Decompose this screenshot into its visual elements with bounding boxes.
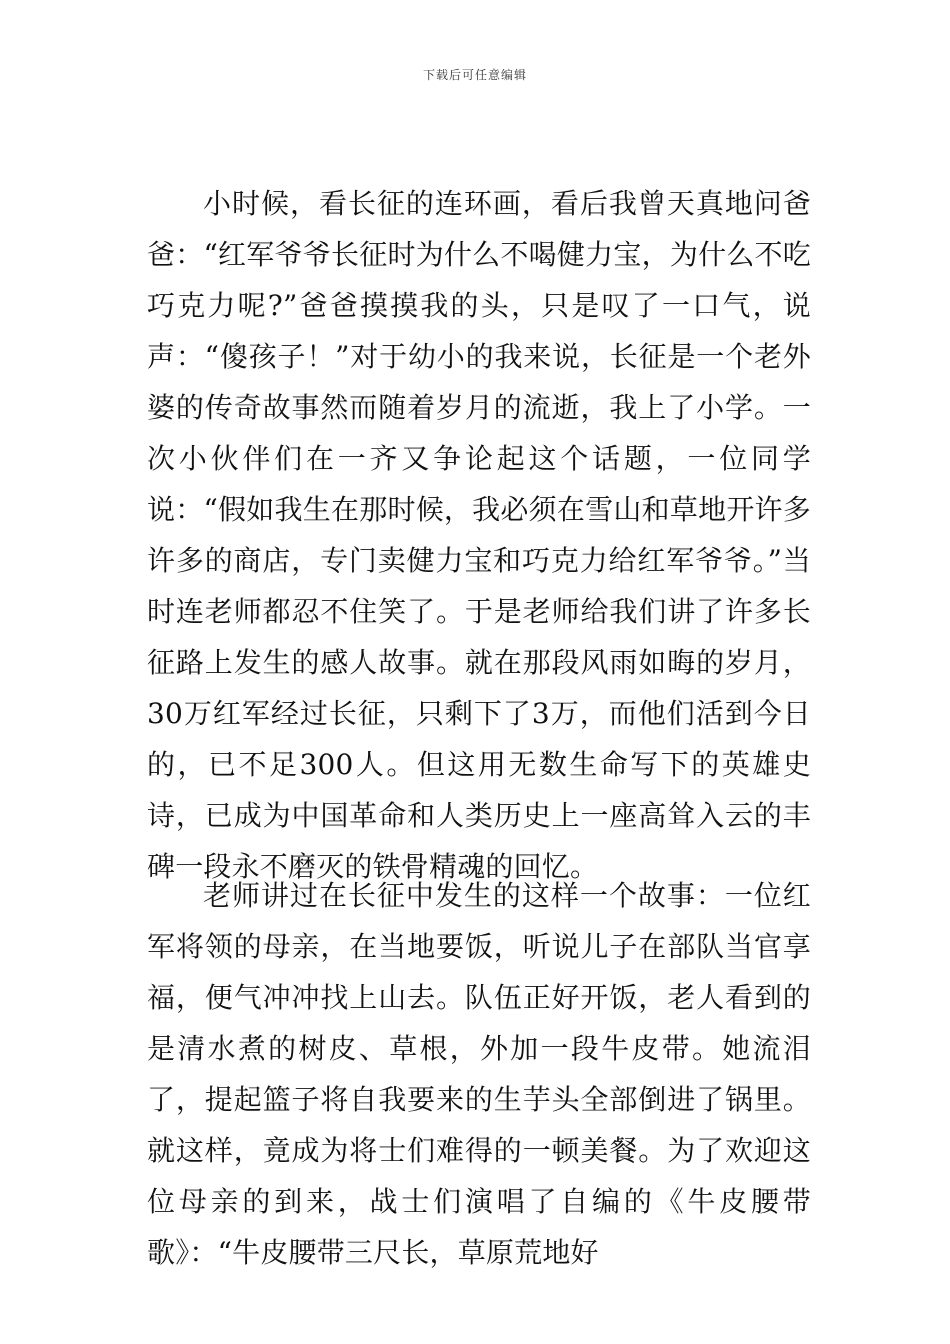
paragraph-mother-story: [147, 870, 811, 1278]
paragraph-text: 小时候，看长征的连环画，看后我曾天真地问爸爸：“红军爷爷长征时为什么不喝健力宝，为什么不吃巧克力呢?”爸爸摸摸我的头，只是叹了一口气，说声：“傻孩子！”对于幼小的我来说，长征是一个老外婆的传奇故事然而随着岁月的流逝，我上了小学。一次小伙伴们在一齐又争论起这个话题，一位同学说：“假如我生在那时候，我必须在雪山和草地开许多许多的商店，专门卖健力宝和巧克力给红军爷爷。”当时连老师都忍不住笑了。于是老师给我们讲了许多长征路上发生的感人故事。就在那段风雨如晦的岁月，30万红军经过长征，只剩下了3万，而他们活到今日的，已不足300人。但这用无数生命写下的英雄史诗，已成为中国革命和人类历史上一座高耸入云的丰碑一段永不磨灭的铁骨精魂的回忆。: [147, 187, 811, 883]
paragraph-long-march-childhood: [147, 178, 811, 892]
paragraph-text: 老师讲过在长征中发生的这样一个故事：一位红军将领的母亲，在当地要饭，听说儿子在部队当官享福，便气冲冲找上山去。队伍正好开饭，老人看到的是清水煮的树皮、草根，外加一段牛皮带。她流泪了，提起篮子将自我要来的生芋头全部倒进了锅里。就这样，竟成为将士们难得的一顿美餐。为了欢迎这位母亲的到来，战士们演唱了自编的《牛皮腰带歌》：“牛皮腰带三尺长，草原荒地好: [147, 879, 811, 1269]
page-header: 下载后可任意编辑: [422, 68, 527, 82]
